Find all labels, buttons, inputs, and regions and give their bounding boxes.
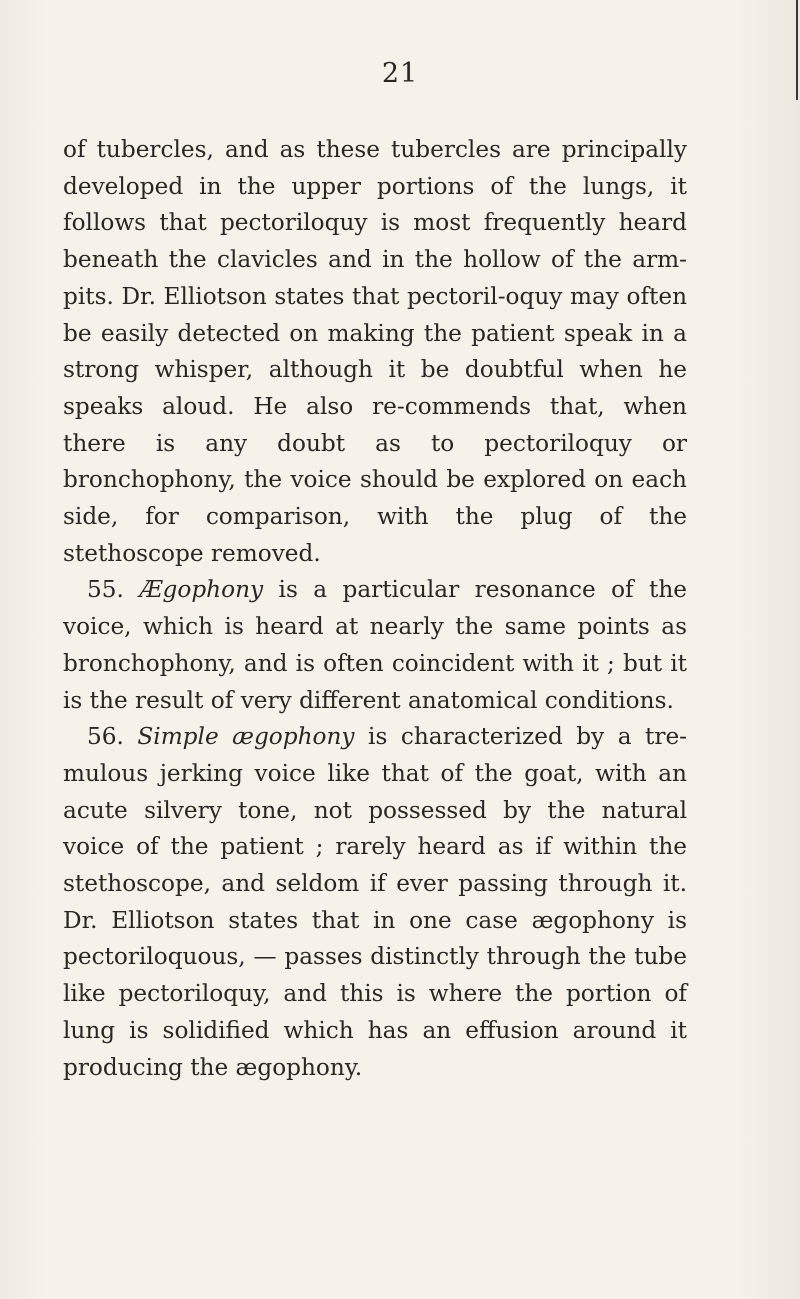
paragraph-text: of tubercles, and as these tubercles are principally developed in the upper portions of the lungs, it follows that pectoriloquy is most frequently heard beneath the clavicles and in the hollow of the arm-pits. Dr. Elliotson states that pectoril-oquy may often be easily detected on making the patient speak in a strong whisper, although it be doubtful when he speaks aloud. He also re-commends that, when there is any doubt as to pectoriloquy or bronchophony, the voice should be explored on each side, for comparison, with the plug of the stethoscope removed.: [63, 136, 687, 567]
paragraph-number: 55.: [87, 576, 124, 604]
term-aegophony: Ægophony: [139, 576, 264, 604]
term-simple-aegophony: Simple ægophony: [137, 723, 355, 751]
paragraph-text: is characterized by a tre-mulous jerking voice like that of the goat, with an acute silvery tone, not possessed by the natural voice of the patient ; rarely heard as if within the stethoscope, and seldom if ever passing through it. Dr. Elliotson states that in one case ægophony is pectoriloquous, — passes distinctly through the tube like pectoriloquy, and this is where the portion of lung is solidified which has an effusion around it producing the ægophony.: [63, 723, 687, 1081]
body-text: [63, 132, 687, 1086]
paragraph-text: is a particular resonance of the voice, which is heard at nearly the same points as bronchophony, and is often coincident with it ; but it is the result of very different anatomical conditions.: [63, 576, 688, 714]
page-number: 21: [381, 58, 419, 89]
paragraph-number: 56.: [87, 723, 124, 751]
paragraph-continuation: [63, 132, 687, 572]
paragraph-56: [63, 719, 687, 1086]
paragraph-55: [63, 572, 687, 719]
